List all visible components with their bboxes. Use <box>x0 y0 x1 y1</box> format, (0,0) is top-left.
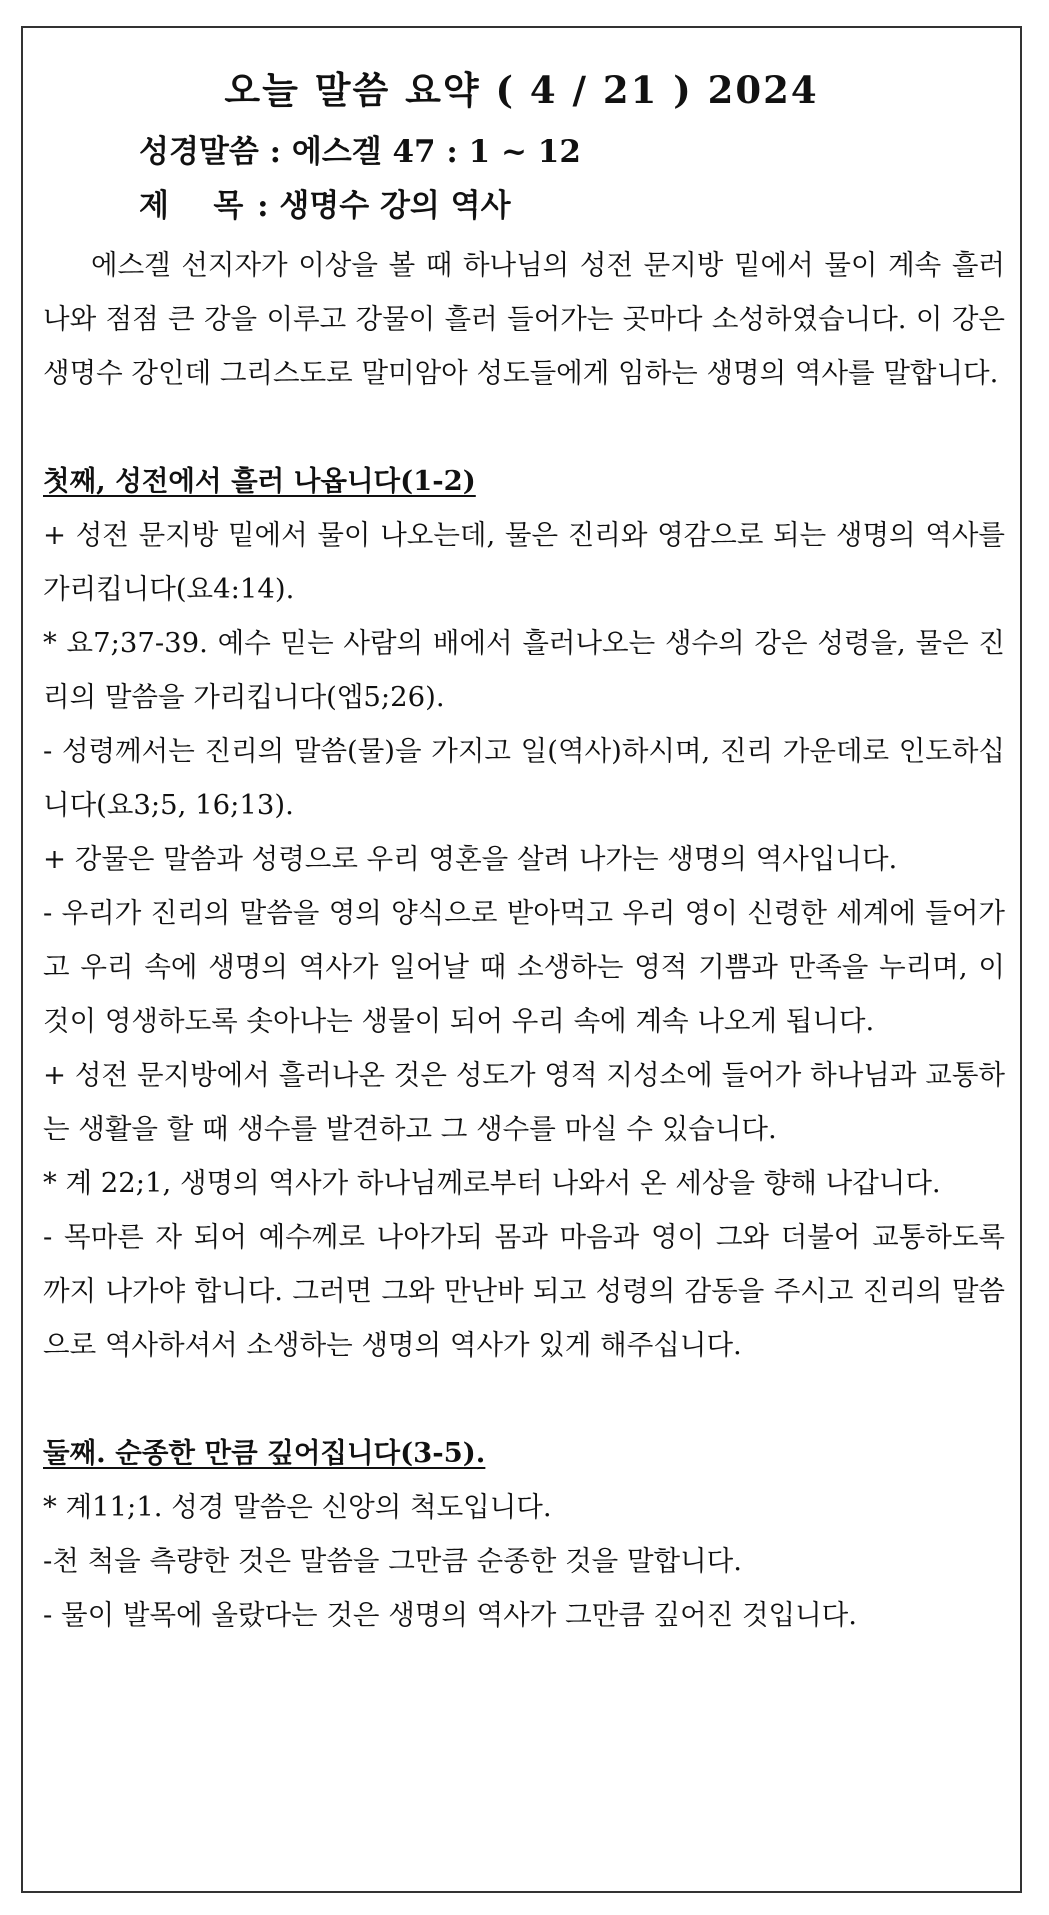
subject-value: 생명수 강의 역사 <box>279 188 511 224</box>
section-heading-first: 첫째, 성전에서 흘러 나옵니다(1-2) <box>43 465 476 497</box>
list-item: -천 척을 측량한 것은 말씀을 그만큼 순종한 것을 말합니다. <box>43 1545 742 1577</box>
scripture-reference <box>139 126 581 171</box>
list-item: - 성령께서는 진리의 말씀(물)을 가지고 일(역사)하시며, 진리 가운데로 인도하십니다(요3;5, 16;13). <box>43 735 1005 821</box>
sermon-subject <box>139 180 511 225</box>
sermon-body <box>43 238 1005 1642</box>
page-title: 오늘 말씀 요약 ( 4 / 21 ) 2024 <box>224 68 819 112</box>
list-item: + 성전 문지방에서 흘러나온 것은 성도가 영적 지성소에 들어가 하나님과 교통하는 생활을 할 때 생수를 발견하고 그 생수를 마실 수 있습니다. <box>43 1059 1005 1145</box>
sermon-summary-sheet <box>21 26 1022 1893</box>
list-item: * 요7;37-39. 예수 믿는 사람의 배에서 흘러나오는 생수의 강은 성령을, 물은 진리의 말씀을 가리킵니다(엡5;26). <box>43 627 1005 713</box>
list-item: * 계11;1. 성경 말씀은 신앙의 척도입니다. <box>43 1491 552 1523</box>
section-heading-second: 둘째. 순종한 만큼 깊어집니다(3-5). <box>43 1437 486 1469</box>
list-item: - 물이 발목에 올랐다는 것은 생명의 역사가 그만큼 깊어진 것입니다. <box>43 1599 857 1631</box>
section-gap <box>43 1372 1005 1426</box>
list-item: - 우리가 진리의 말씀을 영의 양식으로 받아먹고 우리 영이 신령한 세계에 들어가고 우리 속에 생명의 역사가 일어날 때 소생하는 영적 기쁨과 만족을 누리며, 이것이 영생하도록 솟아나는 생물이 되어 우리 속에 계속 나오게 됩니다. <box>43 897 1005 1037</box>
scripture-separator: : <box>258 134 292 170</box>
intro-paragraph: 에스겔 선지자가 이상을 볼 때 하나님의 성전 문지방 밑에서 물이 계속 흘러나와 점점 큰 강을 이루고 강물이 흘러 들어가는 곳마다 소성하였습니다. 이 강은 생명수 강인데 그리스도로 말미암아 성도들에게 임하는 생명의 역사를 말합니다. <box>43 249 1005 389</box>
list-item: + 강물은 말씀과 성령으로 우리 영혼을 살려 나가는 생명의 역사입니다. <box>43 843 898 875</box>
scripture-label: 성경말씀 <box>139 134 259 170</box>
section-gap <box>43 400 1005 454</box>
scripture-value: 에스겔 47 : 1 ~ 12 <box>291 134 581 170</box>
subject-label: 제 목 <box>139 188 247 224</box>
list-item: * 계 22;1, 생명의 역사가 하나님께로부터 나와서 온 세상을 향해 나갑니다. <box>43 1167 941 1199</box>
list-item: - 목마른 자 되어 예수께로 나아가되 몸과 마음과 영이 그와 더불어 교통하도록 까지 나가야 합니다. 그러면 그와 만난바 되고 성령의 감동을 주시고 진리의 말씀으로 역사하셔서 소생하는 생명의 역사가 있게 해주십니다. <box>43 1221 1005 1361</box>
list-item: + 성전 문지방 밑에서 물이 나오는데, 물은 진리와 영감으로 되는 생명의 역사를 가리킵니다(요4:14). <box>43 519 1005 605</box>
subject-separator: : <box>246 188 280 224</box>
